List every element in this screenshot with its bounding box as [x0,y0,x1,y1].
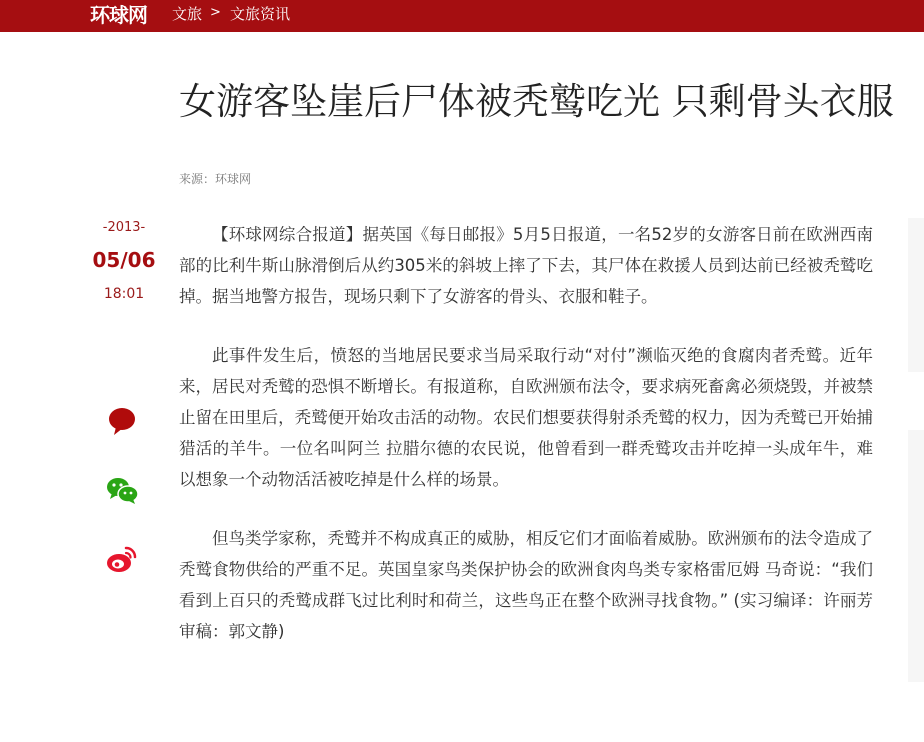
breadcrumb-wenlv-news[interactable]: 文旅资讯 [230,5,291,23]
comment-icon[interactable] [104,403,140,439]
article-paragraph: 此事件发生后，愤怒的当地居民要求当局采取行动“对付”濒临灭绝的食腐肉者秃鹫。近年来，居民对秃鹫的恐惧不断增长。有报道称，自欧洲颁布法令，要求病死畜禽必须烧毁，并被禁止留在田里后，秃鹫便开始攻击活的动物。农民们想要获得射杀秃鹫的权力，因为秃鹫已开始捕猎活的羊牛。一位名叫阿兰 拉腊尔德的农民说，他曾看到一群秃鹫攻击并吃掉一头成年牛，难以想象一个动物活活被吃掉是什么样的场景。 [179,346,873,489]
article-source: 来源：环球网 [179,172,252,186]
article-body [179,219,873,675]
date-year: -2013- [102,220,146,235]
sidebar-panel [908,430,924,682]
wechat-icon[interactable] [104,472,140,508]
article-paragraph: 但鸟类学家称，秃鹫并不构成真正的威胁，相反它们才面临着威胁。欧洲颁布的法令造成了秃鹫食物供给的严重不足。英国皇家鸟类保护协会的欧洲食肉鸟类专家格雷厄姆 马奇说：“我们看到上百只的秃鹫成群飞过比利时和荷兰，这些鸟正在整个欧洲寻找食物。” (实习编译：许丽芳 审稿：郭文静) [179,529,873,641]
breadcrumb-separator: > [210,5,221,20]
site-logo[interactable]: 环球网 [90,3,147,27]
date-day: 05/06 [92,248,156,272]
top-nav-bar [0,0,924,32]
weibo-icon[interactable] [104,541,140,577]
breadcrumb-wenlv[interactable]: 文旅 [172,5,203,23]
sidebar-panel [908,218,924,372]
date-time: 18:01 [103,286,145,302]
article-paragraph: 【环球网综合报道】据英国《每日邮报》5月5日报道，一名52岁的女游客日前在欧洲西南部的比利牛斯山脉滑倒后从约305米的斜坡上摔了下去，其尸体在救援人员到达前已经被秃鹫吃掉。据当地警方报告，现场只剩下了女游客的骨头、衣服和鞋子。 [179,225,873,306]
article-title: 女游客坠崖后尸体被秃鹫吃光 只剩骨头衣服 [179,80,894,123]
